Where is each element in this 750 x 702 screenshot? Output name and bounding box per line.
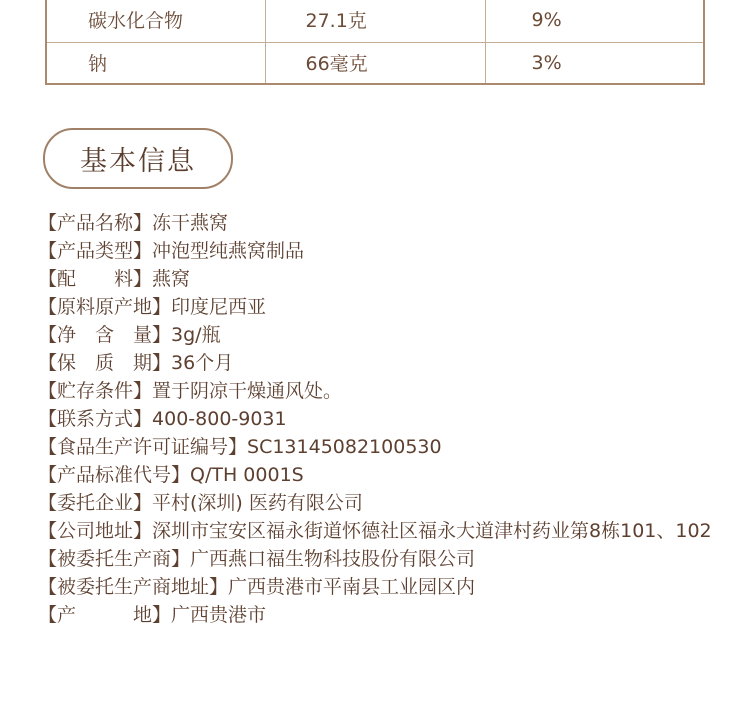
info-label: 【委托企业】 (38, 492, 153, 514)
list-item (38, 601, 712, 629)
info-value: 置于阴凉干燥通风处。 (152, 380, 343, 402)
list-item (38, 517, 712, 545)
info-value: 广西燕口福生物科技股份有限公司 (190, 548, 476, 570)
info-label: 【产品类型】 (38, 240, 153, 262)
info-value: 3g/瓶 (171, 324, 221, 346)
info-value: 冻干燕窝 (152, 212, 229, 234)
info-label: 【被委托生产商】 (38, 548, 191, 570)
info-value: 广西贵港市平南县工业园区内 (228, 576, 476, 598)
info-label: 【食品生产许可证编号】 (38, 436, 248, 458)
info-label: 【净 含 量】 (38, 324, 172, 346)
info-label: 【产 地】 (38, 604, 172, 626)
nutrient-nrv: 3% (485, 42, 704, 84)
nutrient-amount: 66毫克 (265, 42, 485, 84)
info-value: 平村(深圳) 医药有限公司 (152, 492, 363, 514)
list-item (38, 293, 712, 321)
info-value: 深圳市宝安区福永街道怀德社区福永大道津村药业第8栋101、102 (152, 520, 712, 542)
info-label: 【贮存条件】 (38, 380, 153, 402)
list-item (38, 265, 712, 293)
list-item (38, 545, 712, 573)
info-value: 燕窝 (152, 268, 191, 290)
info-label: 【产品名称】 (38, 212, 153, 234)
list-item (38, 209, 712, 237)
list-item (38, 489, 712, 517)
nutrient-nrv: 9% (531, 8, 562, 31)
info-label: 【产品标准代号】 (38, 464, 191, 486)
nutrient-name: 钠 (46, 42, 265, 84)
info-label: 【被委托生产商地址】 (38, 576, 229, 598)
info-value: 400-800-9031 (152, 408, 287, 430)
info-label: 【联系方式】 (38, 408, 153, 430)
list-item (38, 237, 712, 265)
list-item (38, 461, 712, 489)
info-value: 36个月 (171, 352, 234, 374)
table-row (46, 0, 704, 42)
nutrient-amount: 27.1克 (265, 0, 485, 42)
info-label: 【配 料】 (38, 268, 153, 290)
info-value: SC13145082100530 (247, 436, 442, 458)
list-item (38, 573, 712, 601)
info-label: 【公司地址】 (38, 520, 153, 542)
info-value: 广西贵港市 (171, 604, 267, 626)
info-value: Q/TH 0001S (190, 464, 304, 486)
section-title-basic-info: 基本信息 (43, 128, 233, 189)
info-value: 冲泡型纯燕窝制品 (152, 240, 305, 262)
nutrient-name: 碳水化合物 (46, 0, 265, 42)
list-item (38, 433, 712, 461)
nutrition-table (45, 0, 705, 85)
info-label: 【保 质 期】 (38, 352, 172, 374)
list-item (38, 377, 712, 405)
list-item (38, 321, 712, 349)
list-item (38, 405, 712, 433)
info-value: 印度尼西亚 (171, 296, 267, 318)
table-row (46, 42, 704, 84)
basic-info-list (38, 209, 712, 629)
list-item (38, 349, 712, 377)
info-label: 【原料原产地】 (38, 296, 172, 318)
